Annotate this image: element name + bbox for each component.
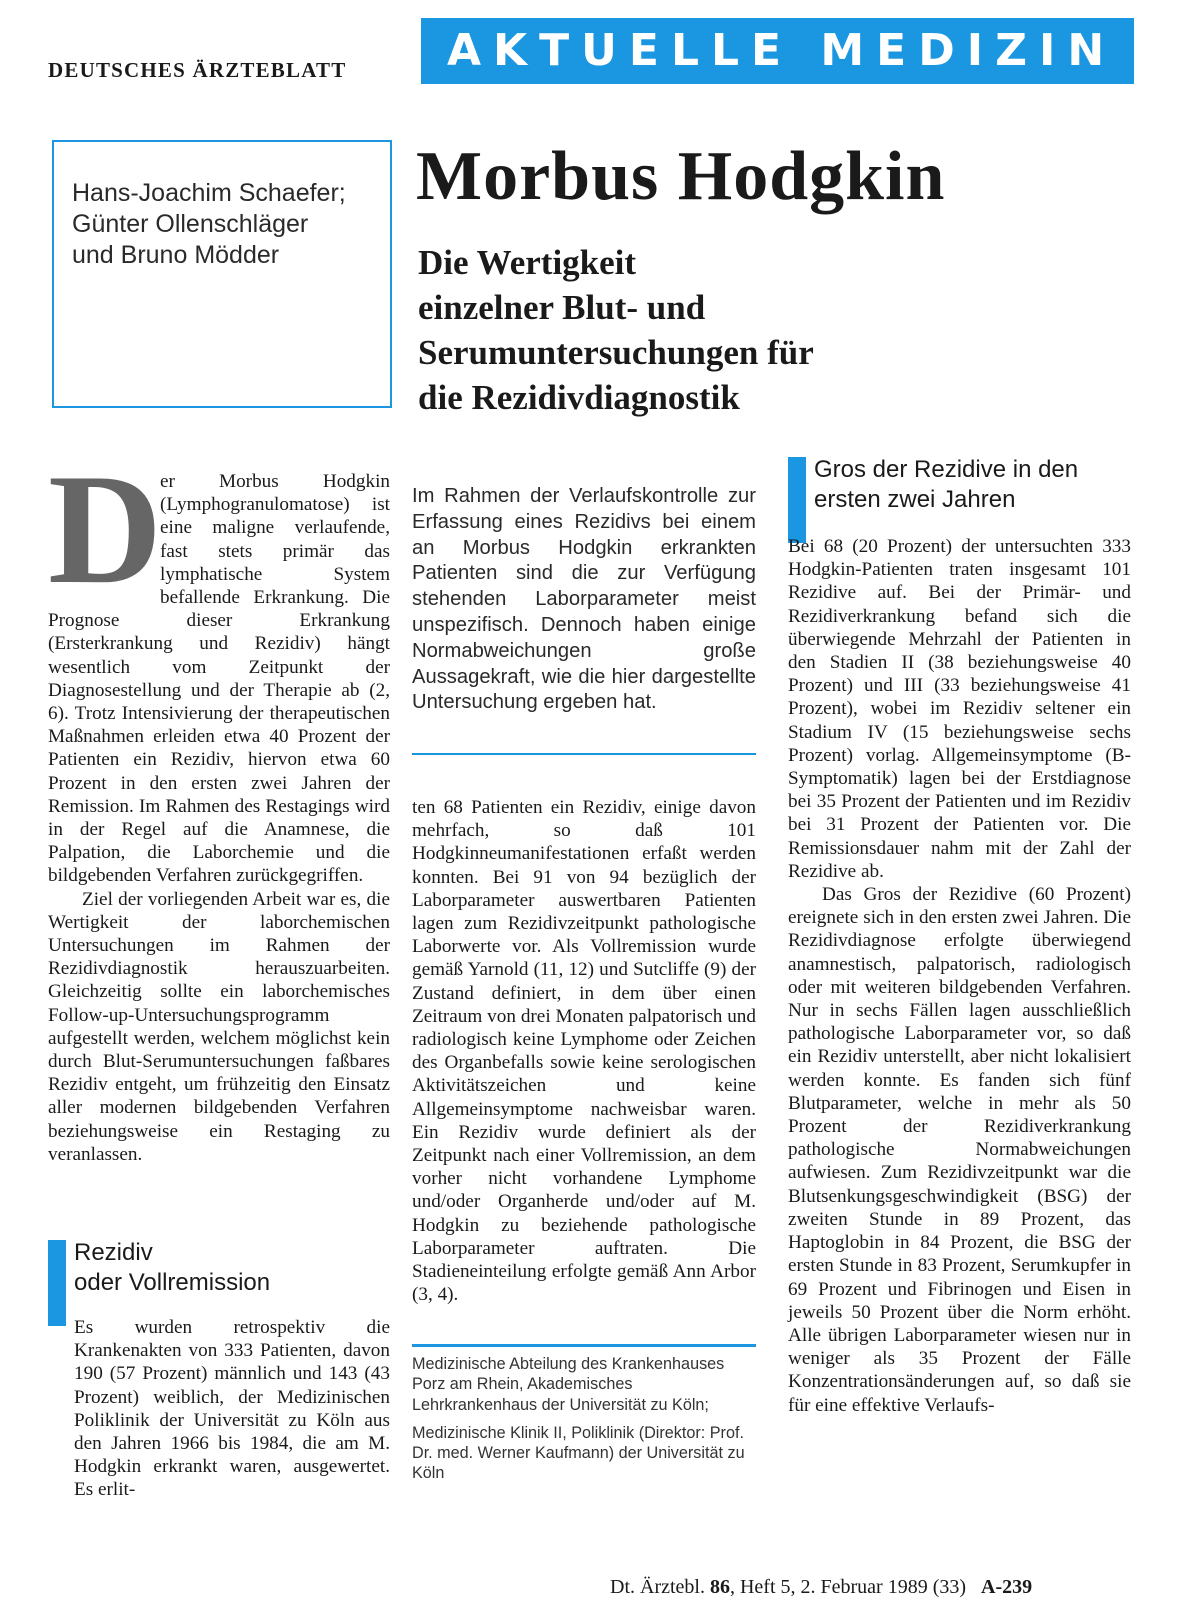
section-banner: AKTUELLE MEDIZIN [421, 18, 1134, 84]
subtitle-line: einzelner Blut- und [418, 288, 706, 327]
body-paragraph: Es wurden retrospektiv die Krankenakten von 333 Patienten, davon 190 (57 Prozent) männlich und 143 (43 Prozent) weiblich, der Medizinischen Poliklinik der Universität zu Köln aus den Jahren 1966 bis 1984, die am M. Hodgkin erkrankt waren, ausgewertet. Es erlit- [74, 1317, 390, 1501]
divider [412, 753, 756, 755]
subtitle-line: die Rezidivdiagnostik [418, 378, 740, 417]
footer-journal: Dt. Ärztebl. [610, 1576, 705, 1598]
article-title: Morbus Hodgkin [416, 138, 946, 215]
article-subtitle [418, 240, 814, 420]
column-3 [788, 535, 1131, 1417]
subheading-line: Gros der Rezidive in den [814, 456, 1079, 483]
column-1-continued [48, 1316, 390, 1502]
intro-abstract: Im Rahmen der Verlaufskontrolle zur Erfassung eines Rezidivs bei einem an Morbus Hodgkin erkrankten Patienten sind die zur Verfügung stehenden Laborparameter meist unspezifisch. Dennoch haben einige Normabweichungen große Aussagekraft, wie die hier dargestellte Untersuchung ergeben hat. [412, 485, 756, 714]
footer-issue: , Heft 5, 2. Februar 1989 (33) [729, 1576, 967, 1598]
affiliation: Medizinische Klinik II, Poliklinik (Direktor: Prof. Dr. med. Werner Kaufmann) der Universität zu Köln [412, 1423, 745, 1483]
page-number: A-239 [981, 1576, 1033, 1598]
author-box [52, 140, 392, 408]
accent-bar [788, 457, 806, 543]
body-paragraph: Bei 68 (20 Prozent) der untersuchten 333 Hodgkin-Patienten traten insgesamt 101 Rezidive auf. Bei der Primär- und Rezidiverkrankung befand sich die überwiegende Mehrzahl der Patienten in den Stadien II (38 beziehungsweise 40 Prozent) und III (33 beziehungsweise 41 Prozent), wobei im Rezidiv seltener ein Stadium IV (15 beziehungsweise sechs Prozent) vorlag. Allgemeinsymptome (B-Symptomatik) lagen bei der Erstdiagnose bei 35 Prozent der Patienten und im Rezidiv bei 31 Prozent der Patienten vor. Die Remissionsdauer nahm mit der Zahl der Rezidive ab. [788, 536, 1131, 882]
subheading-line: Rezidiv [74, 1239, 153, 1266]
body-paragraph: Ziel der vorliegenden Arbeit war es, die Wertigkeit der laborchemischen Untersuchungen im Rahmen der Rezidivdiagnostik herauszuarbeiten. Gleichzeitig sollte ein laborchemisches Follow-up-Untersuchungsprogramm aufgestellt werden, welchem möglichst kein durch Blut-Serumuntersuchungen faßbares Rezidiv entgeht, um frühzeitig den Einsatz aller modernen bildgebenden Verfahren beziehungsweise ein Restaging zu veranlassen. [48, 888, 390, 1165]
affiliation: Medizinische Abteilung des Krankenhauses Porz am Rhein, Akademisches Lehrkrankenhaus der Universität zu Köln; [412, 1355, 725, 1414]
body-paragraph: ten 68 Patienten ein Rezidiv, einige davon mehrfach, so daß 101 Hodgkinneumanifestationen erfaßt werden konnten. Bei 91 von 94 bezüglich der Laborparameter auswertbaren Patienten lagen zum Rezidivzeitpunkt pathologische Laborwerte vor. Als Vollremission wurde gemäß Yarnold (11, 12) und Sutcliffe (9) der Zustand definiert, in dem über einen Zeitraum von drei Monaten palpatorisch und radiologisch keine Lymphome oder Zeichen des Organbefalls sowie keine serologischen Aktivitätszeichen und keine Allgemeinsymptome nachweisbar waren. Ein Rezidiv wurde definiert als der Zeitpunkt nach einer Vollremission, an dem vorher nicht vorhandene Lymphome und/oder Organherde und/oder auf M. Hodgkin zu beziehende pathologische Laborparameter auftraten. Die Stadieneinteilung erfolgte gemäß Ann Arbor (3, 4). [412, 797, 756, 1306]
author-line: und Bruno Mödder [72, 241, 280, 269]
affiliations [412, 1354, 756, 1492]
author-line: Günter Ollenschläger [72, 210, 309, 238]
subtitle-line: Die Wertigkeit [418, 243, 637, 282]
accent-bar [48, 1240, 66, 1326]
author-line: Hans-Joachim Schaefer; [72, 179, 346, 207]
subheading-line: ersten zwei Jahren [814, 486, 1016, 513]
subheading-rezidiv [48, 1238, 390, 1298]
body-paragraph: Das Gros der Rezidive (60 Prozent) ereignete sich in den ersten zwei Jahren. Die Rezidivdiagnose erfolgte überwiegend anamnestisch, palpatorisch, radiologisch oder mit weiteren bildgebenden Verfahren. Nur in sechs Fällen lagen ausschließlich pathologische Laborparameter vor, so daß ein Rezidiv unterstellt, aber nicht lokalisiert werden konnte. Es fanden sich fünf Blutparameter, welche in mehr als 50 Prozent der Rezidiverkrankung pathologische Normabweichungen aufwiesen. Zum Rezidivzeitpunkt war die Blutsenkungsgeschwindigkeit (BSG) der zweiten Stunde in 89 Prozent, das Haptoglobin in 84 Prozent, die BSG der ersten Stunde in 83 Prozent, Serumkupfer in 69 Prozent und Fibrinogen und Eisen in jeweils 50 Prozent über die Norm erhöht. Alle übrigen Laborparameter wiesen nur in weniger als 35 Prozent der Fälle Konzentrationsänderungen auf, so daß sie für eine effektive Verlaufs- [788, 884, 1131, 1416]
divider [412, 1344, 756, 1347]
subheading-line: oder Vollremission [74, 1269, 271, 1296]
column-1 [48, 442, 390, 1166]
page-footer [610, 1576, 1032, 1599]
footer-volume: 86 [709, 1576, 730, 1598]
journal-name: DEUTSCHES ÄRZTEBLATT [48, 58, 347, 82]
column-2 [412, 796, 756, 1306]
subheading-gros [788, 455, 1131, 515]
subtitle-line: Serumuntersuchungen für [418, 333, 814, 372]
drop-cap: D [48, 442, 163, 617]
body-paragraph: er Morbus Hodgkin (Lymphogranulomatose) ist eine maligne verlaufende, fast stets primär das lymphatische System befallende Erkrankung. Die Prognose dieser Erkrankung (Ersterkrankung und Rezidiv) hängt wesentlich vom Zeitpunkt der Diagnosestellung und der Therapie ab (2, 6). Trotz Intensivierung der therapeutischen Maßnahmen erleiden etwa 40 Prozent der Patienten ein Rezidiv, hiervon etwa 60 Prozent in den ersten zwei Jahren der Remission. Im Rahmen des Restagings wird in der Regel auf die Anamnese, die Palpation, die Laborchemie und die bildgebenden Verfahren zurückgegriffen. [48, 471, 390, 887]
